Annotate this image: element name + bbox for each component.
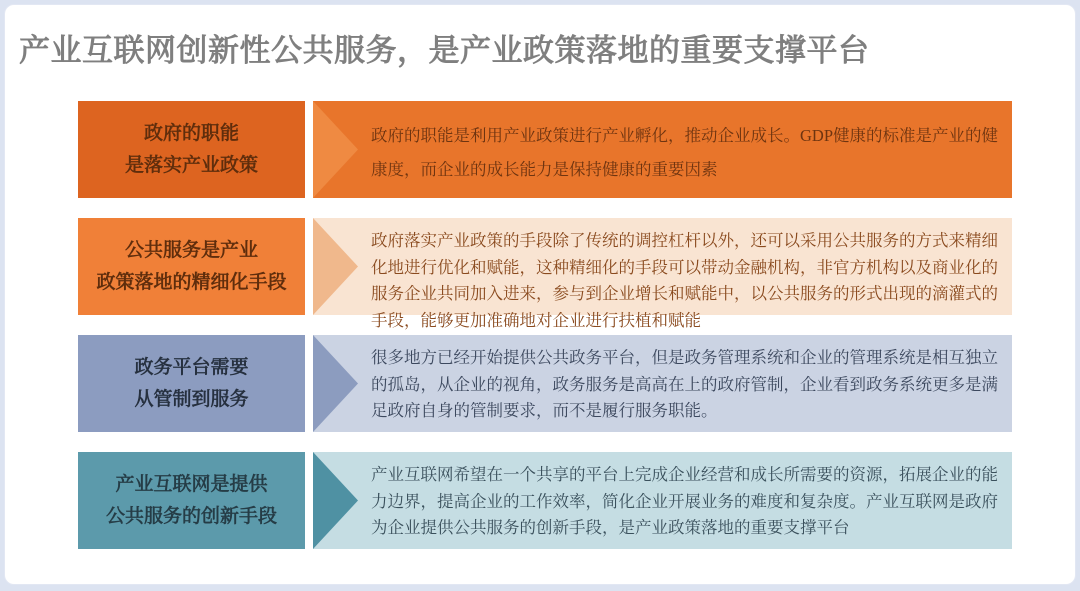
row-label-line: 是落实产业政策 bbox=[124, 154, 258, 176]
page-title: 产业互联网创新性公共服务，是产业政策落地的重要支撑平台 bbox=[19, 33, 870, 68]
row-content-box bbox=[313, 218, 1012, 331]
row-content-box bbox=[313, 452, 1012, 549]
row-label-line: 从管制到服务 bbox=[134, 388, 249, 410]
row-label-line: 政策落地的精细化手段 bbox=[96, 271, 287, 293]
row-label-box bbox=[78, 452, 305, 549]
row-body-text: 产业互联网希望在一个共享的平台上完成企业经营和成长所需要的资源，拓展企业的能力边界，提高企业的工作效率，简化企业开展业务的难度和复杂度。产业互联网是政府为企业提供公共服务的创新手段，是产业政策落地的重要支撑平台 bbox=[371, 465, 998, 538]
arrow-right-icon bbox=[313, 452, 358, 549]
row-label-line: 公共服务是产业 bbox=[124, 240, 258, 262]
row-label-box bbox=[78, 335, 305, 432]
row-content-box bbox=[313, 335, 1012, 432]
row-label-line: 政务平台需要 bbox=[134, 357, 249, 379]
row-body-text: 很多地方已经开始提供公共政务平台，但是政务管理系统和企业的管理系统是相互独立的孤岛，从企业的视角，政务服务是高高在上的政府管制，企业看到政务系统更多是满足政府自身的管制要求，而不是履行服务职能。 bbox=[371, 348, 998, 421]
row-label-box bbox=[78, 218, 305, 315]
row-label-line: 政府的职能 bbox=[143, 123, 239, 145]
row-label-box bbox=[78, 101, 305, 198]
row-gov-platform-to-service bbox=[78, 335, 1012, 432]
row-body-text: 政府落实产业政策的手段除了传统的调控杠杆以外，还可以采用公共服务的方式来精细化地进行优化和赋能，这种精细化的手段可以带动金融机构，非官方机构以及商业化的服务企业共同加入进来，参与到企业增长和赋能中，以公共服务的形式出现的滴灌式的手段，能够更加准确地对企业进行扶植和赋能 bbox=[371, 231, 998, 331]
slide-card bbox=[4, 4, 1076, 585]
row-industrial-internet-innovation bbox=[78, 452, 1012, 549]
arrow-right-icon bbox=[313, 335, 358, 432]
rows-container bbox=[5, 5, 1075, 584]
row-content-box bbox=[313, 101, 1012, 198]
row-body-text: 政府的职能是利用产业政策进行产业孵化，推动企业成长。GDP健康的标准是产业的健康度，而企业的成长能力是保持健康的重要因素 bbox=[371, 126, 999, 179]
row-public-service-refinement bbox=[78, 218, 1012, 331]
arrow-right-icon bbox=[313, 101, 358, 198]
row-label-line: 公共服务的创新手段 bbox=[105, 505, 277, 527]
row-government-function bbox=[78, 101, 1012, 198]
arrow-right-icon bbox=[313, 218, 358, 315]
row-label-line: 产业互联网是提供 bbox=[115, 474, 268, 496]
